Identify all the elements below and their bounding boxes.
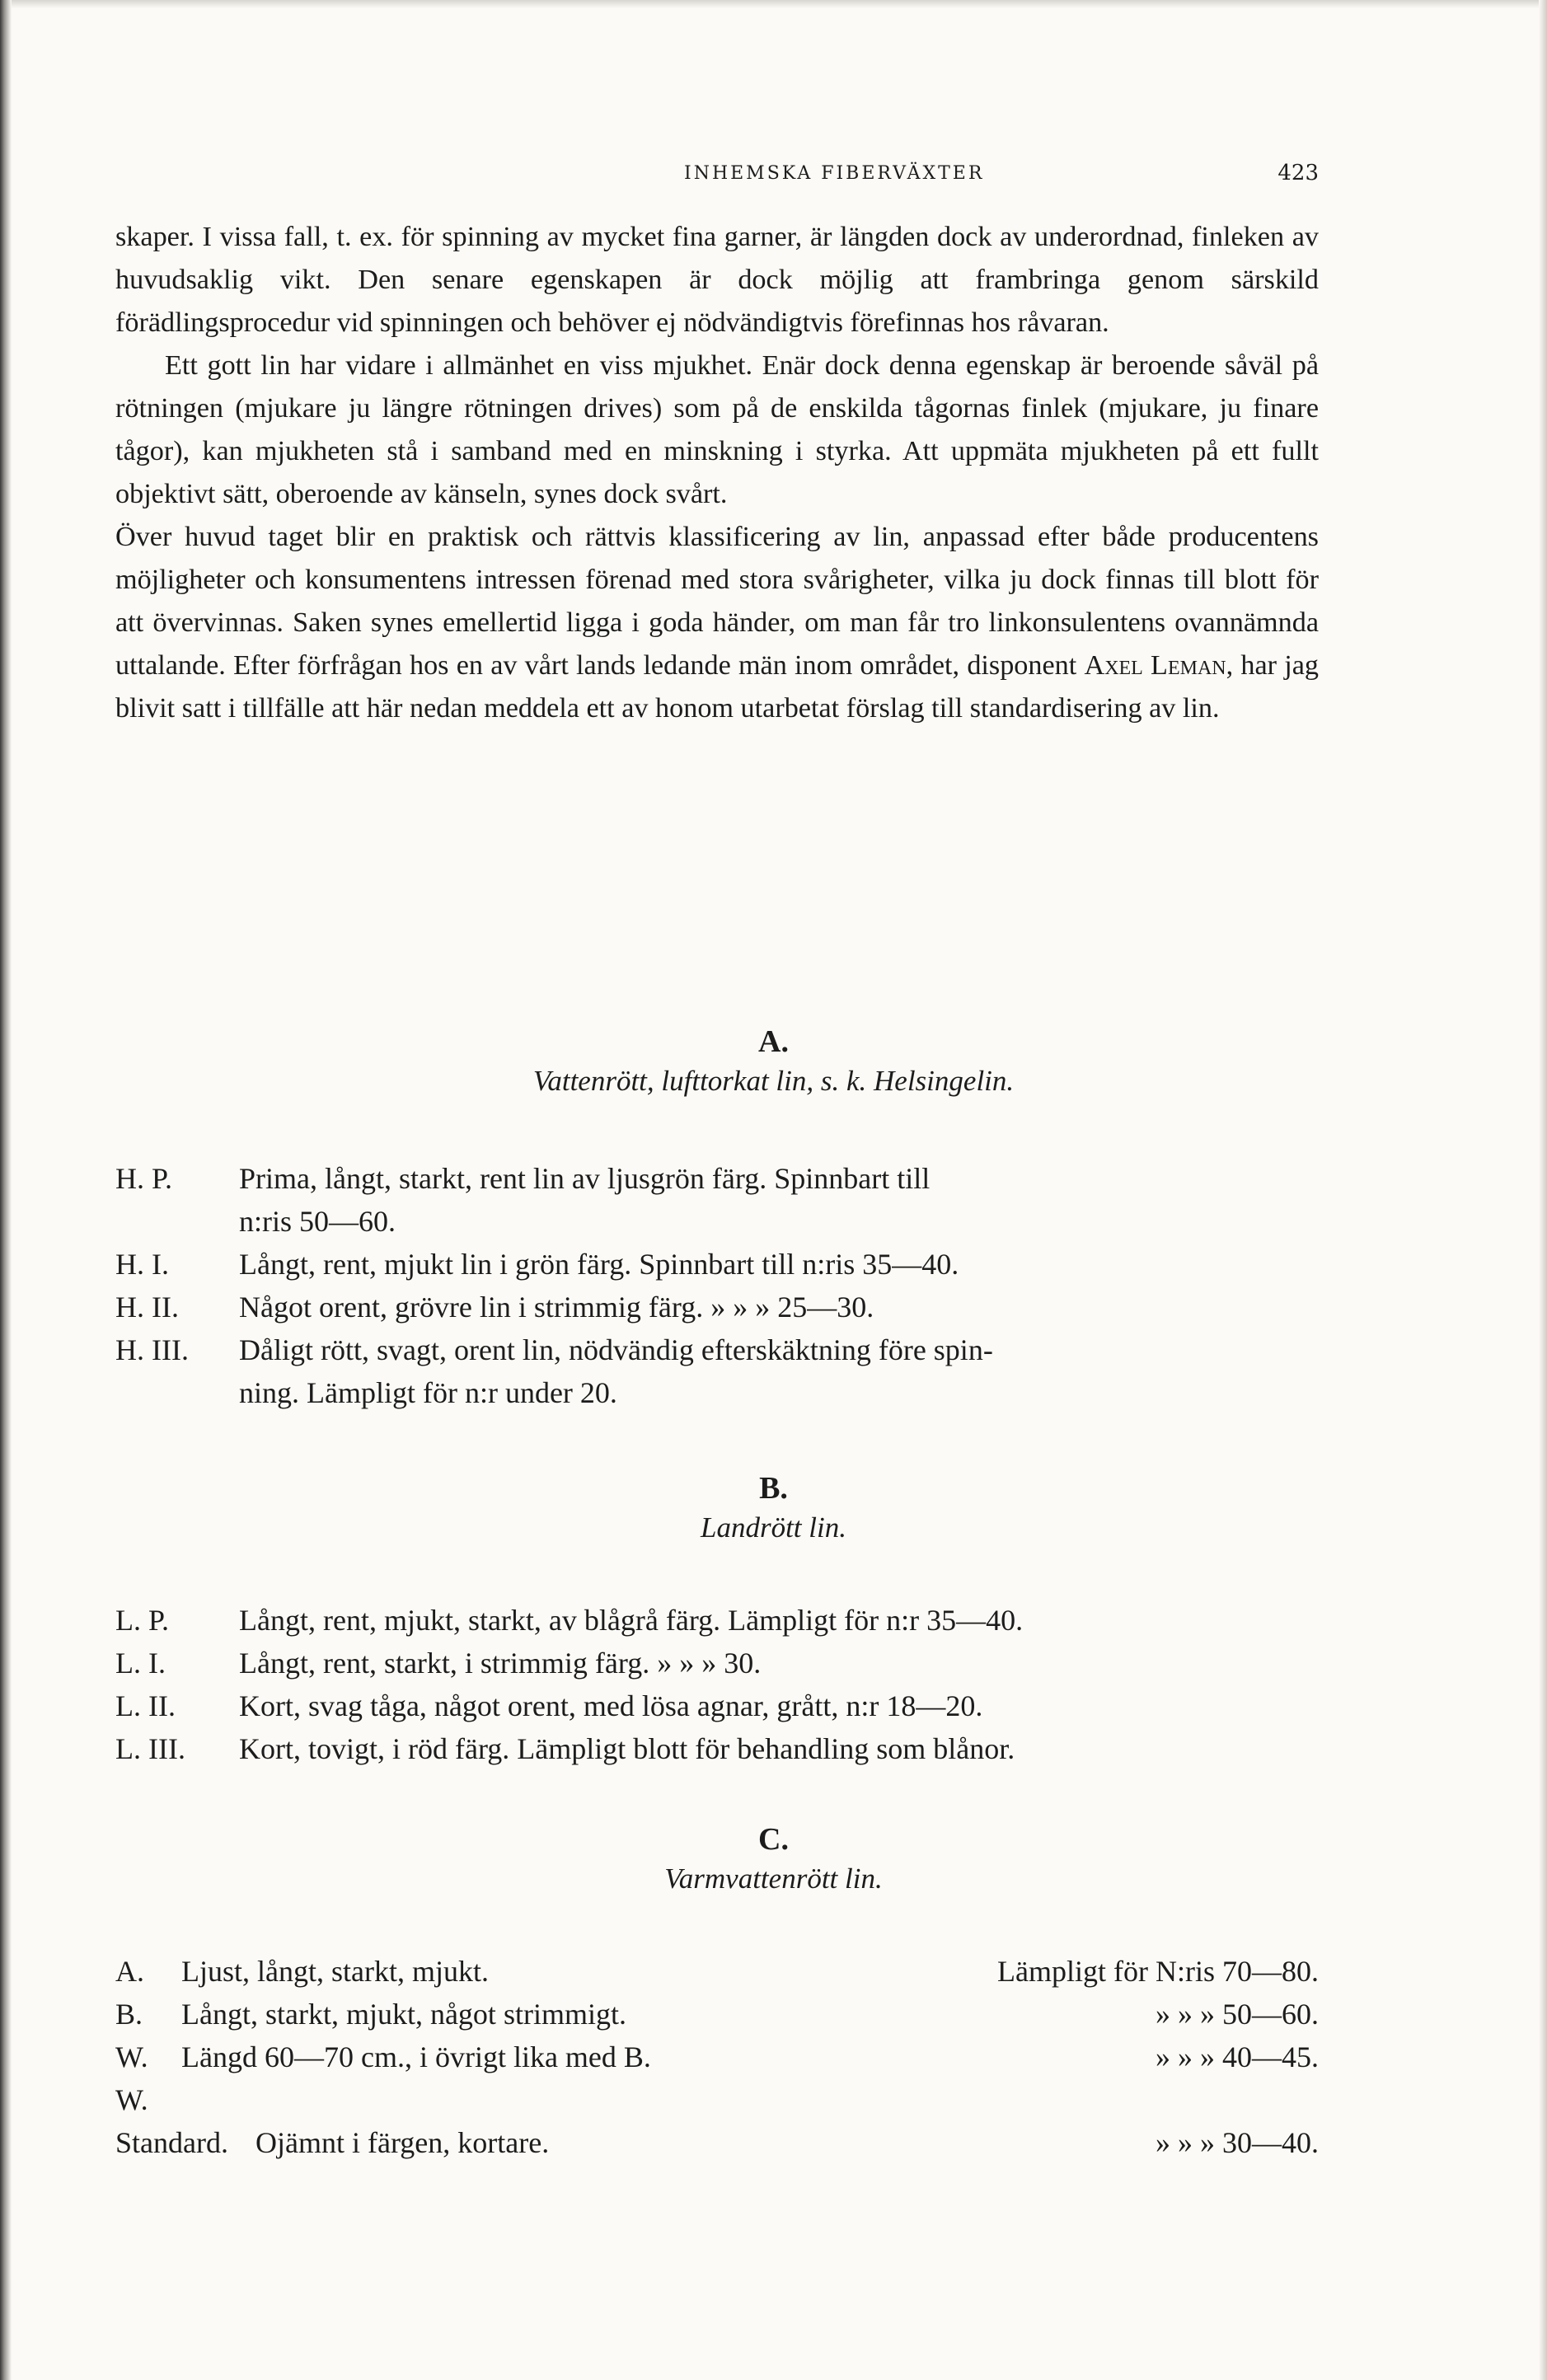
section-title: Vattenrött, lufttorkat lin, s. k. Helsingelin. <box>532 1065 1015 1097</box>
grade-description: Längd 60—70 cm., i övrigt lika med B. <box>181 2040 651 2073</box>
grade-description <box>239 1157 1319 1243</box>
grade-description-line: Prima, långt, starkt, rent lin av ljusgrön färg. Spinnbart till <box>239 1162 931 1195</box>
grade-code: B. <box>115 1998 143 2031</box>
grade-row <box>115 2121 1319 2164</box>
grade-description: Långt, starkt, mjukt, något strimmigt. <box>181 1998 626 2031</box>
grade-description: Kort, tovigt, i röd färg. Lämpligt blott för behandling som blånor. <box>239 1732 1015 1765</box>
grade-code: Standard. <box>115 2126 228 2159</box>
grade-description <box>239 1328 1319 1414</box>
section-title: Landrött lin. <box>701 1511 846 1544</box>
grade-row <box>115 1684 1319 1727</box>
grade-code: L. II. <box>115 1689 176 1722</box>
paragraph: skaper. I vissa fall, t. ex. för spinning av mycket fina garner, är längden dock av underordnad, finleken av huvudsaklig vikt. Den senare egenskapen är dock möjlig att frambringa genom särskild förädlingsprocedur vid spinningen och behöver ej nödvändigtvis förefinnas hos råvaran. <box>115 222 1319 338</box>
grade-description-line: ning. Lämpligt för n:r under 20. <box>239 1376 617 1409</box>
grade-description: Långt, rent, mjukt, starkt, av blågrå färg. Lämpligt för n:r 35—40. <box>239 1604 1024 1637</box>
grade-description: Långt, rent, starkt, i strimmig färg. » » » 30. <box>239 1647 762 1680</box>
grade-code: L. III. <box>115 1732 185 1765</box>
section-letter: C. <box>758 1822 789 1857</box>
grade-code: H. III. <box>115 1333 189 1366</box>
grade-list-c <box>115 1950 1319 2164</box>
grade-code: H. I. <box>115 1248 169 1281</box>
grade-description: Långt, rent, mjukt lin i grön färg. Spinnbart till n:ris 35—40. <box>239 1248 959 1281</box>
paragraph-text: , har jag blivit satt i tillfälle att här nedan meddela ett av honom utarbetat förslag till standardisering av lin. <box>115 650 1320 724</box>
grade-row <box>115 1599 1319 1642</box>
grade-row <box>115 1950 1319 1993</box>
section-c-heading <box>0 1821 1547 1895</box>
page-header <box>115 157 1319 198</box>
grade-description-line: n:ris 50—60. <box>239 1205 396 1238</box>
grade-code: W. W. <box>115 2040 148 2116</box>
page-number: 423 <box>1277 161 1319 185</box>
grade-description: Kort, svag tåga, något orent, med lösa agnar, grått, n:r 18—20. <box>239 1689 983 1722</box>
grade-row <box>115 1642 1319 1684</box>
grade-row <box>115 1243 1319 1286</box>
grade-code: L. I. <box>115 1647 166 1680</box>
section-b-heading <box>0 1470 1547 1544</box>
grade-description: Ojämnt i färgen, kortare. <box>255 2126 550 2159</box>
grade-suitability: Lämpligt för N:ris 70—80. <box>997 1955 1319 1988</box>
section-letter: B. <box>759 1471 788 1506</box>
grade-description: Ljust, långt, starkt, mjukt. <box>181 1955 489 1988</box>
section-a-heading <box>0 1024 1547 1098</box>
grade-description-line: Dåligt rött, svagt, orent lin, nödvändig efterskäktning före spin- <box>239 1333 993 1366</box>
grade-row <box>115 1286 1319 1328</box>
grade-row <box>115 2036 1319 2121</box>
section-letter: A. <box>758 1024 789 1059</box>
page-edge-left <box>0 0 12 2380</box>
paragraph: Ett gott lin har vidare i allmänhet en viss mjukhet. Enär dock denna egenskap är beroende såväl på rötningen (mjukare ju längre rötningen drives) som på de enskilda tågornas finlek (mjukare, ju finare tågor), kan mjukheten stå i samband med en minskning i styrka. Att uppmäta mjukheten på ett fullt objektivt sätt, oberoende av känseln, synes dock svårt. <box>115 350 1319 509</box>
body-text <box>115 216 1319 730</box>
grade-suitability: » » » 40—45. <box>1156 2040 1319 2073</box>
page-edge-right <box>1539 0 1547 2380</box>
person-name: Axel Leman <box>1084 650 1226 681</box>
section-title: Varmvattenrött lin. <box>664 1862 883 1895</box>
grade-code: H. P. <box>115 1162 173 1195</box>
grade-suitability: » » » 50—60. <box>1156 1998 1319 2031</box>
grade-row <box>115 1328 1319 1414</box>
paragraph-text: Över huvud taget blir en praktisk och rättvis klassificering av lin, anpassad efter både producentens möjligheter och konsumentens intressen förenad med stora svårigheter, vilka ju dock finnas till blott för att övervinnas. Saken synes emellertid ligga i goda händer, om man får tro linkonsulentens ovannämnda uttalande. Efter förfrågan hos en av vårt lands ledande män inom området, disponent <box>115 522 1319 681</box>
grade-description: Något orent, grövre lin i strimmig färg. » » » 25—30. <box>239 1291 874 1324</box>
grade-code: A. <box>115 1955 144 1988</box>
grade-code: H. II. <box>115 1291 179 1324</box>
grade-row <box>115 1727 1319 1770</box>
grade-code: L. P. <box>115 1604 170 1637</box>
grade-suitability: » » » 30—40. <box>1156 2126 1319 2159</box>
grade-list-b <box>115 1599 1319 1770</box>
page-edge-top <box>0 0 1547 8</box>
grade-row <box>115 1993 1319 2036</box>
grade-row <box>115 1157 1319 1243</box>
paragraph <box>115 516 1319 730</box>
running-head: INHEMSKA FIBERVÄXTER <box>684 163 985 184</box>
grade-list-a <box>115 1157 1319 1414</box>
